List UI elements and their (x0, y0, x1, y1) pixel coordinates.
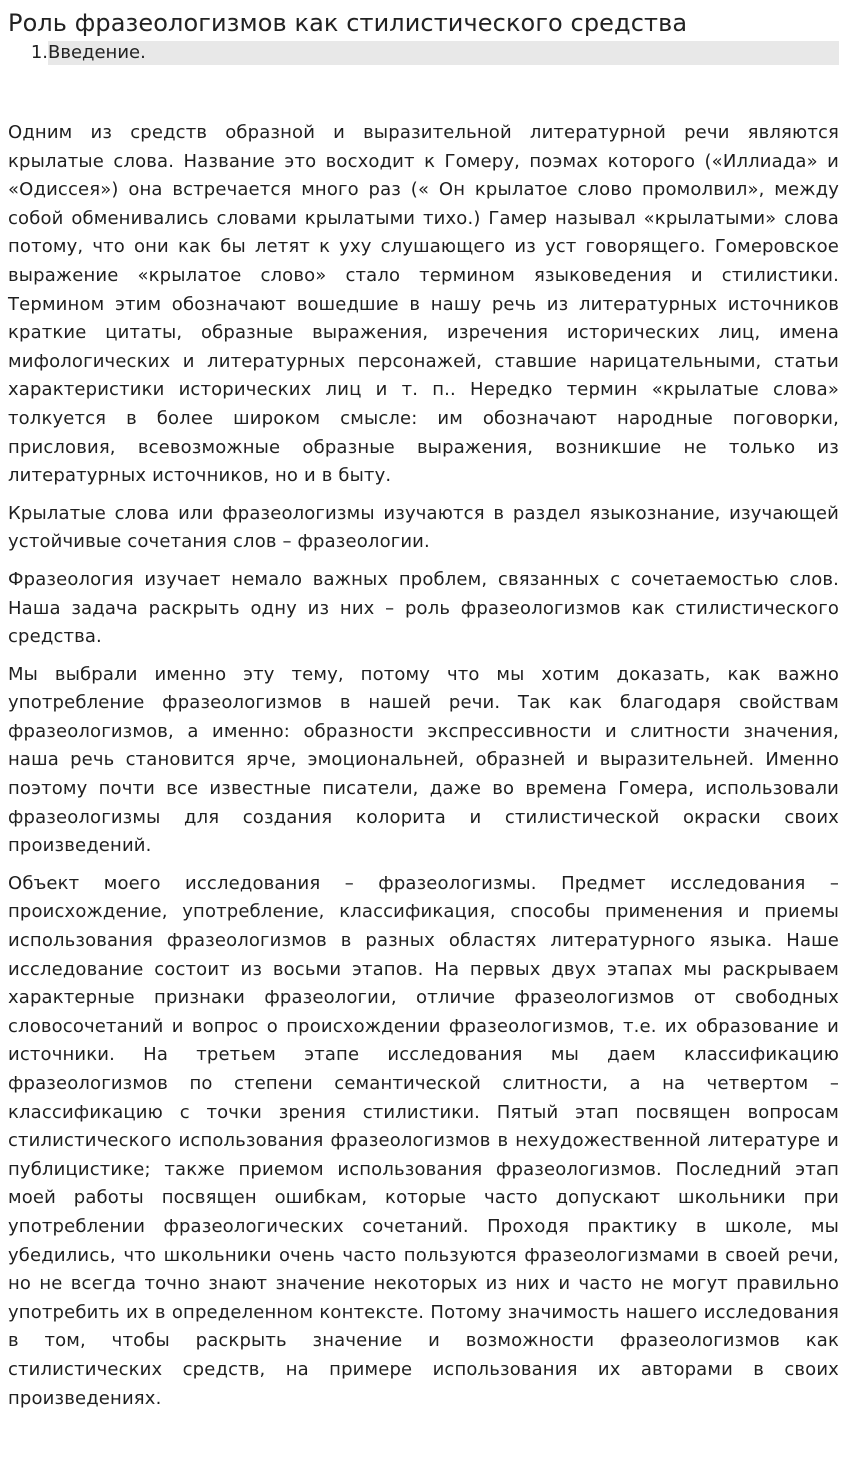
toc-item-introduction[interactable] (8, 41, 839, 65)
table-of-contents (8, 41, 839, 65)
paragraph-1: Одним из средств образной и выразительной литературной речи являются крылатые слова. Название это восходит к Гомеру, поэмах которого («Иллиада» и «Одиссея») она встречается много раз (« Он крылатое слово промолвил», между собой обменивались словами крылатыми тихо.) Гамер называл «крылатыми» слова потому, что они как бы летят к уху слушающего из уст говорящего. Гомеровское выражение «крылатое слово» стало термином языковедения и стилистики. Термином этим обозначают вошедшие в нашу речь из литературных источников краткие цитаты, образные выражения, изречения исторических лиц, имена мифологических и литературных персонажей, ставшие нарицательными, статьи характеристики исторических лиц и т. п.. Нередко термин «крылатые слова» толкуется в более широком смысле: им обозначают народные поговорки, присловия, всевозможные образные выражения, возникшие не только из литературных источников, но и в быту. (8, 122, 839, 487)
toc-item-label[interactable]: Введение. (48, 41, 839, 65)
page-title: Роль фразеологизмов как стилистического средства (8, 9, 688, 37)
document-body (8, 119, 839, 1413)
paragraph-4: Мы выбрали именно эту тему, потому что мы хотим доказать, как важно употребление фразеологизмов в нашей речи. Так как благодаря свойствам фразеологизмов, а именно: образности экспрессивности и слитности значения, наша речь становится ярче, эмоциональней, образней и выразительней. Именно поэтому почти все известные писатели, даже во времена Гомера, использовали фразеологизмы для создания колорита и стилистической окраски своих произведений. (8, 663, 839, 857)
toc-item-number: 1. (30, 42, 48, 63)
paragraph-5: Объект моего исследования – фразеологизмы. Предмет исследования – происхождение, употребление, классификация, способы применения и приемы использования фразеологизмов в разных областях литературного языка. Наше исследование состоит из восьми этапов. На первых двух этапах мы раскрываем характерные признаки фразеологии, отличие фразеологизмов от свободных словосочетаний и вопрос о происхождении фразеологизмов, т.е. их образование и источники. На третьем этапе исследования мы даем классификацию фразеологизмов по степени семантической слитности, а на четвертом – классификацию с точки зрения стилистики. Пятый этап посвящен вопросам стилистического использования фразеологизмов в нехудожественной литературе и публицистике; также приемом использования фразеологизмов. Последний этап моей работы посвящен ошибкам, которые часто допускают школьники при употреблении фразеологических сочетаний. Проходя практику в школе, мы убедились, что школьники очень часто пользуются фразеологизмами в своей речи, но не всегда точно знают значение некоторых из них и часто не могут правильно употребить их в определенном контексте. Потому значимость нашего исследования в том, чтобы раскрыть значение и возможности фразеологизмов как стилистических средств, на примере использования их авторами в своих произведениях. (8, 872, 839, 1409)
paragraph-3: Фразеология изучает немало важных проблем, связанных с сочетаемостью слов. Наша задача раскрыть одну из них – роль фразеологизмов как стилистического средства. (8, 568, 839, 648)
paragraph-2: Крылатые слова или фразеологизмы изучаются в раздел языкознание, изучающей устойчивые сочетания слов – фразеологии. (8, 502, 839, 553)
